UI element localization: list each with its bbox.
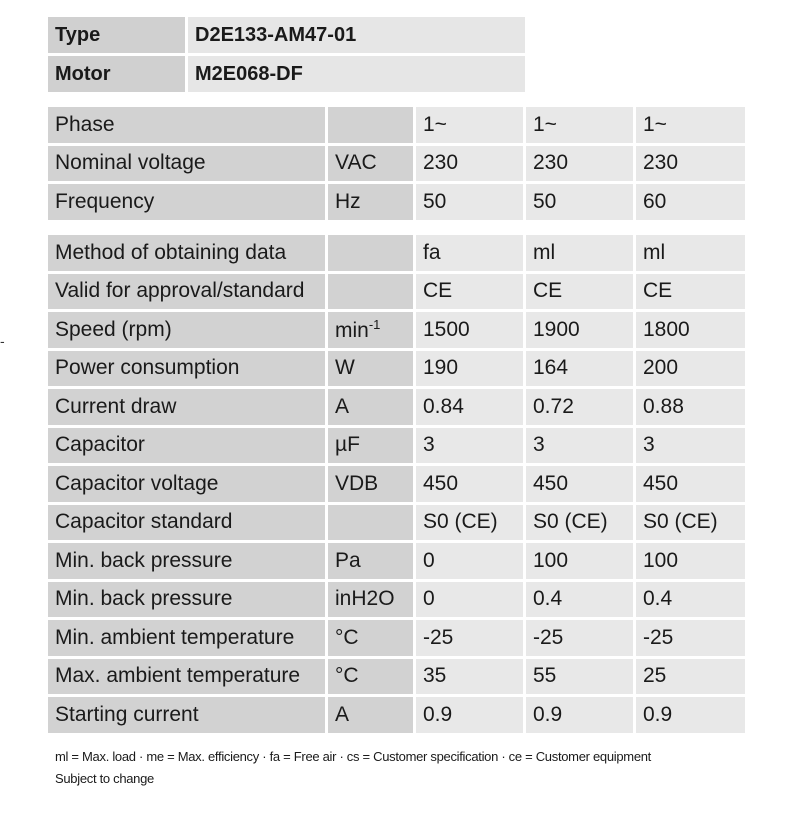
value-col-1: 230 — [416, 146, 523, 182]
table-row — [48, 697, 745, 733]
row-unit: °C — [328, 659, 413, 695]
value-col-3: 0.88 — [636, 389, 745, 425]
table-row — [48, 146, 745, 182]
row-label: Capacitor voltage — [48, 466, 325, 502]
value-col-1: 0.84 — [416, 389, 523, 425]
row-label: Capacitor standard — [48, 505, 325, 541]
value-col-3: 1~ — [636, 107, 745, 143]
row-label: Capacitor — [48, 428, 325, 464]
motor-value: M2E068-DF — [188, 56, 525, 92]
value-col-1: 1500 — [416, 312, 523, 348]
value-col-2: 3 — [526, 428, 633, 464]
value-col-1: 0.9 — [416, 697, 523, 733]
row-label: Speed (rpm) — [48, 312, 325, 348]
value-col-1: 450 — [416, 466, 523, 502]
row-label: Power consumption — [48, 351, 325, 387]
type-label: Type — [48, 17, 185, 53]
row-label: Nominal voltage — [48, 146, 325, 182]
performance-data-table — [45, 232, 748, 736]
electrical-data-table — [45, 104, 748, 223]
value-col-3: 60 — [636, 184, 745, 220]
subject-to-change-note: Subject to change — [55, 771, 154, 786]
row-unit — [328, 235, 413, 271]
row-label: Starting current — [48, 697, 325, 733]
value-col-2: 0.72 — [526, 389, 633, 425]
value-col-2: 0.9 — [526, 697, 633, 733]
table-row — [48, 659, 745, 695]
value-col-2: 450 — [526, 466, 633, 502]
value-col-2: CE — [526, 274, 633, 310]
row-unit — [328, 107, 413, 143]
row-unit: VDB — [328, 466, 413, 502]
motor-row — [48, 56, 525, 92]
type-value: D2E133-AM47-01 — [188, 17, 525, 53]
value-col-3: 100 — [636, 543, 745, 579]
row-label: Method of obtaining data — [48, 235, 325, 271]
row-unit: Hz — [328, 184, 413, 220]
row-unit — [328, 274, 413, 310]
value-col-1: 1~ — [416, 107, 523, 143]
value-col-1: S0 (CE) — [416, 505, 523, 541]
value-col-1: 0 — [416, 543, 523, 579]
row-unit: Pa — [328, 543, 413, 579]
table-row — [48, 389, 745, 425]
table-row — [48, 184, 745, 220]
row-label: Current draw — [48, 389, 325, 425]
table-row — [48, 543, 745, 579]
value-col-1: 190 — [416, 351, 523, 387]
table-row — [48, 312, 745, 348]
value-col-3: 25 — [636, 659, 745, 695]
value-col-2: 50 — [526, 184, 633, 220]
value-col-2: 100 — [526, 543, 633, 579]
value-col-2: -25 — [526, 620, 633, 656]
row-label: Frequency — [48, 184, 325, 220]
value-col-2: S0 (CE) — [526, 505, 633, 541]
value-col-3: 230 — [636, 146, 745, 182]
value-col-3: ml — [636, 235, 745, 271]
abbreviation-legend: ml = Max. load · me = Max. efficiency · fa = Free air · cs = Customer specification · ce = Customer equipment — [55, 749, 651, 764]
value-col-2: 164 — [526, 351, 633, 387]
row-unit — [328, 505, 413, 541]
table-row — [48, 505, 745, 541]
row-unit: °C — [328, 620, 413, 656]
row-label: Max. ambient temperature — [48, 659, 325, 695]
margin-dash-mark: - — [0, 333, 5, 349]
row-unit: A — [328, 697, 413, 733]
row-unit: A — [328, 389, 413, 425]
value-col-1: 3 — [416, 428, 523, 464]
table-row — [48, 107, 745, 143]
table-row — [48, 351, 745, 387]
value-col-1: 35 — [416, 659, 523, 695]
table-row — [48, 582, 745, 618]
row-unit: $\min^{-1}$ — [328, 312, 413, 348]
row-unit: VAC — [328, 146, 413, 182]
table-row — [48, 428, 745, 464]
footnotes — [55, 746, 651, 790]
value-col-1: CE — [416, 274, 523, 310]
value-col-3: 0.9 — [636, 697, 745, 733]
value-col-2: 1~ — [526, 107, 633, 143]
row-unit: µF — [328, 428, 413, 464]
row-label: Min. back pressure — [48, 543, 325, 579]
value-col-3: -25 — [636, 620, 745, 656]
value-col-1: 0 — [416, 582, 523, 618]
row-label: Min. back pressure — [48, 582, 325, 618]
value-col-2: 0.4 — [526, 582, 633, 618]
value-col-2: 1900 — [526, 312, 633, 348]
value-col-2: ml — [526, 235, 633, 271]
value-col-1: fa — [416, 235, 523, 271]
unit-superscript: -1 — [368, 316, 381, 332]
type-motor-table — [45, 14, 528, 95]
table-row — [48, 466, 745, 502]
value-col-3: 450 — [636, 466, 745, 502]
row-label: Phase — [48, 107, 325, 143]
row-unit: W — [328, 351, 413, 387]
motor-label: Motor — [48, 56, 185, 92]
value-col-3: CE — [636, 274, 745, 310]
value-col-3: 200 — [636, 351, 745, 387]
value-col-3: S0 (CE) — [636, 505, 745, 541]
value-col-1: -25 — [416, 620, 523, 656]
value-col-3: 0.4 — [636, 582, 745, 618]
row-unit: inH2O — [328, 582, 413, 618]
value-col-3: 1800 — [636, 312, 745, 348]
value-col-1: 50 — [416, 184, 523, 220]
value-col-2: 230 — [526, 146, 633, 182]
table-row — [48, 235, 745, 271]
row-label: Valid for approval/standard — [48, 274, 325, 310]
table-row — [48, 620, 745, 656]
row-label: Min. ambient temperature — [48, 620, 325, 656]
table-row — [48, 274, 745, 310]
value-col-2: 55 — [526, 659, 633, 695]
type-row — [48, 17, 525, 53]
value-col-3: 3 — [636, 428, 745, 464]
